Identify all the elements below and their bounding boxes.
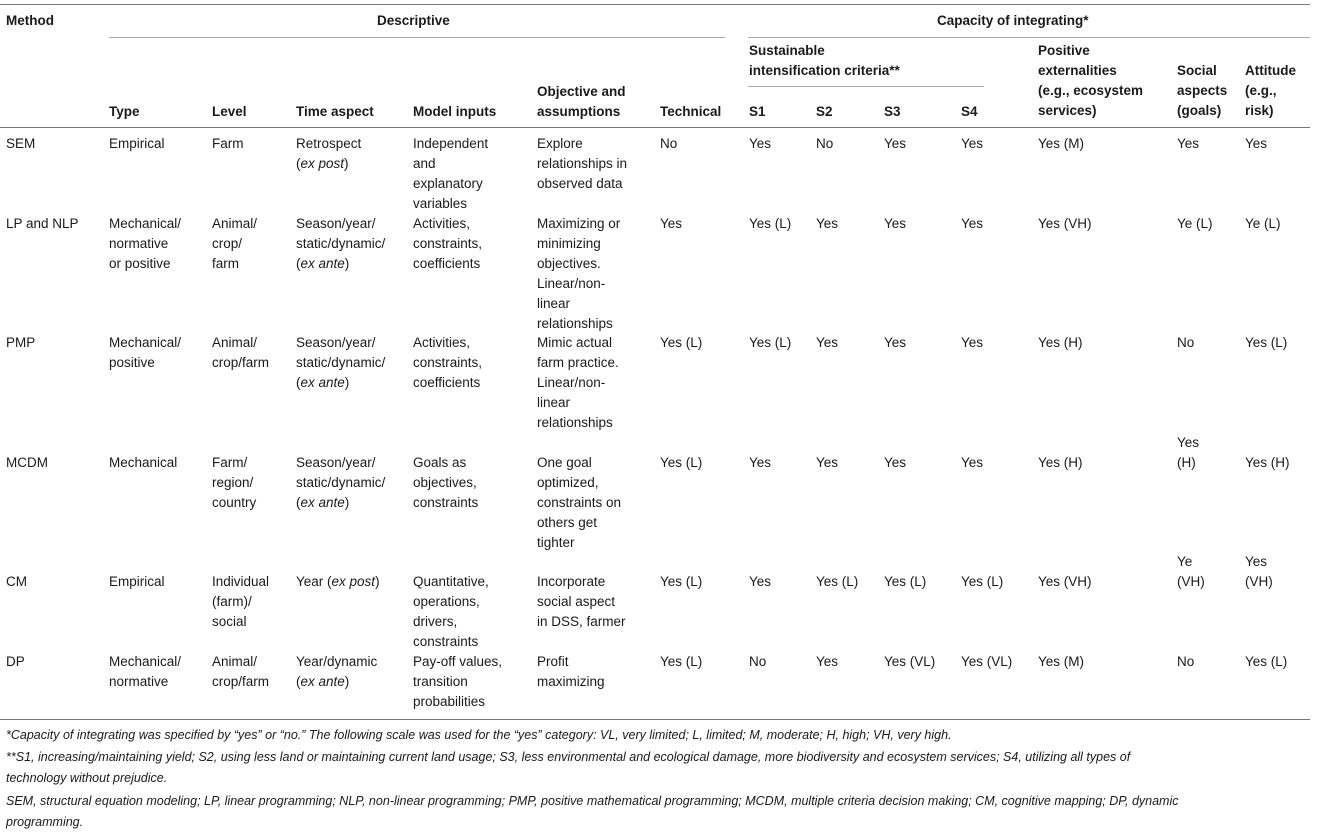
header-time-aspect: Time aspect <box>296 104 374 119</box>
cell-time-aspect: Year/dynamic (ex ante) <box>296 654 378 689</box>
cell-s4: Yes <box>961 335 984 350</box>
descriptive-span-rule <box>109 37 725 38</box>
cell-model-inputs: Goals as objectives, constraints <box>413 455 479 510</box>
table-top-rule <box>0 4 1310 5</box>
cell-s1: Yes <box>749 574 772 589</box>
cell-model-inputs: Independent and explanatory variables <box>413 136 489 211</box>
cell-objective: Mimic actual farm practice. Linear/non- linear relationships <box>537 335 619 430</box>
cell-positive-externalities: Yes (VH) <box>1038 574 1092 589</box>
cell-s1: Yes (L) <box>749 335 792 350</box>
cell-s2: Yes <box>816 455 839 470</box>
cell-s4: Yes <box>961 216 984 231</box>
cell-s3: Yes <box>884 216 907 231</box>
cell-attitude: Yes <box>1245 136 1268 151</box>
cell-method: PMP <box>6 335 36 350</box>
si-criteria-span-rule <box>748 86 984 87</box>
header-bottom-rule <box>0 127 1310 128</box>
cell-type: Empirical <box>109 136 165 151</box>
cell-type: Mechanical/ normative <box>109 654 182 689</box>
cell-level: Farm/ region/ country <box>212 455 257 510</box>
cell-objective: Maximizing or minimizing objectives. Linear/non- linear relationships <box>537 216 621 331</box>
cell-positive-externalities: Yes (M) <box>1038 654 1085 669</box>
cell-type: Mechanical/ normative or positive <box>109 216 182 271</box>
header-descriptive: Descriptive <box>377 13 450 28</box>
cell-objective: One goal optimized, constraints on others get tighter <box>537 455 622 550</box>
header-method: Method <box>6 13 54 28</box>
cell-technical: Yes (L) <box>660 335 703 350</box>
cell-time-aspect: Season/year/ static/dynamic/ (ex ante) <box>296 455 386 510</box>
cell-s2: Yes <box>816 335 839 350</box>
cell-s3: Yes <box>884 335 907 350</box>
cell-method: MCDM <box>6 455 48 470</box>
cell-model-inputs: Pay-off values, transition probabilities <box>413 654 503 709</box>
cell-positive-externalities: Yes (M) <box>1038 136 1085 151</box>
cell-s3: Yes <box>884 455 907 470</box>
cell-level: Animal/ crop/farm <box>212 654 270 689</box>
header-s3: S3 <box>884 104 901 119</box>
cell-objective: Incorporate social aspect in DSS, farmer <box>537 574 626 629</box>
header-capacity: Capacity of integrating* <box>937 13 1089 28</box>
cell-time-aspect: Season/year/ static/dynamic/ (ex ante) <box>296 216 386 271</box>
cell-time-aspect: Season/year/ static/dynamic/ (ex ante) <box>296 335 386 390</box>
cell-s1: Yes <box>749 455 772 470</box>
footnote-si-criteria: **S1, increasing/maintaining yield; S2, using less land or maintaining current land usage; S3, less environmental and ecological damage, more biodiversity and ecosystem services; S4, utilizing all types of technology without prejudice. <box>6 750 1131 785</box>
cell-method: CM <box>6 574 27 589</box>
cell-attitude: Yes (L) <box>1245 335 1288 350</box>
cell-technical: Yes (L) <box>660 574 703 589</box>
header-technical: Technical <box>660 104 722 119</box>
cell-level: Animal/ crop/ farm <box>212 216 258 271</box>
cell-social-aspects: No <box>1177 335 1195 350</box>
cell-model-inputs: Activities, constraints, coefficients <box>413 335 483 390</box>
header-objective: Objective and assumptions <box>537 84 626 119</box>
cell-social-aspects: Ye (L) <box>1177 216 1213 231</box>
cell-technical: Yes <box>660 216 683 231</box>
header-type: Type <box>109 104 140 119</box>
cell-technical: Yes (L) <box>660 654 703 669</box>
header-s1: S1 <box>749 104 766 119</box>
cell-objective: Explore relationships in observed data <box>537 136 628 191</box>
cell-type: Mechanical <box>109 455 178 470</box>
footnote-abbreviations: SEM, structural equation modeling; LP, linear programming; NLP, non-linear programming; PMP, positive mathematical programming; MCDM, multiple criteria decision making; CM, cognitive mapping; DP, dynamic programming. <box>6 794 1179 829</box>
cell-attitude: Yes (L) <box>1245 654 1288 669</box>
cell-s2: Yes <box>816 216 839 231</box>
cell-s3: Yes (L) <box>884 574 927 589</box>
cell-attitude: Yes (H) <box>1245 455 1290 470</box>
capacity-span-rule <box>748 37 1310 38</box>
cell-positive-externalities: Yes (H) <box>1038 335 1083 350</box>
cell-type: Mechanical/ positive <box>109 335 182 370</box>
cell-technical: Yes (L) <box>660 455 703 470</box>
cell-s2: Yes (L) <box>816 574 859 589</box>
cell-type: Empirical <box>109 574 165 589</box>
cell-s4: Yes <box>961 455 984 470</box>
header-level: Level <box>212 104 247 119</box>
cell-social-aspects: Yes (H) <box>1177 435 1200 470</box>
cell-social-aspects: Yes <box>1177 136 1200 151</box>
header-positive-externalities: Positive externalities (e.g., ecosystem services) <box>1038 43 1144 118</box>
cell-objective: Profit maximizing <box>537 654 605 689</box>
cell-s4: Yes <box>961 136 984 151</box>
cell-level: Individual (farm)/ social <box>212 574 270 629</box>
cell-s3: Yes <box>884 136 907 151</box>
cell-level: Farm <box>212 136 244 151</box>
cell-s4: Yes (VL) <box>961 654 1013 669</box>
header-social-aspects: Social aspects (goals) <box>1177 63 1228 118</box>
cell-s1: No <box>749 654 767 669</box>
cell-s3: Yes (VL) <box>884 654 936 669</box>
cell-attitude: Ye (L) <box>1245 216 1281 231</box>
cell-model-inputs: Activities, constraints, coefficients <box>413 216 483 271</box>
cell-level: Animal/ crop/farm <box>212 335 270 370</box>
cell-s1: Yes (L) <box>749 216 792 231</box>
cell-s4: Yes (L) <box>961 574 1004 589</box>
cell-method: LP and NLP <box>6 216 79 231</box>
cell-method: DP <box>6 654 25 669</box>
header-attitude: Attitude (e.g., risk) <box>1245 63 1296 118</box>
header-s4: S4 <box>961 104 978 119</box>
cell-attitude: Yes (VH) <box>1245 554 1273 589</box>
cell-s2: Yes <box>816 654 839 669</box>
cell-model-inputs: Quantitative, operations, drivers, constraints <box>413 574 489 649</box>
cell-social-aspects: No <box>1177 654 1195 669</box>
header-s2: S2 <box>816 104 833 119</box>
cell-s1: Yes <box>749 136 772 151</box>
cell-positive-externalities: Yes (H) <box>1038 455 1083 470</box>
cell-social-aspects: Ye (VH) <box>1177 554 1205 589</box>
cell-time-aspect: Retrospect (ex post) <box>296 136 362 171</box>
footnote-capacity-scale: *Capacity of integrating was specified by “yes” or “no.” The following scale was used for the “yes” category: VL, very limited; L, limited; M, moderate; H, high; VH, very high. <box>6 728 952 742</box>
table-bottom-rule <box>0 719 1310 720</box>
cell-time-aspect: Year (ex post) <box>296 574 380 589</box>
header-model-inputs: Model inputs <box>413 104 497 119</box>
cell-technical: No <box>660 136 678 151</box>
cell-method: SEM <box>6 136 36 151</box>
cell-s2: No <box>816 136 834 151</box>
cell-positive-externalities: Yes (VH) <box>1038 216 1092 231</box>
header-si-criteria: Sustainable intensification criteria** <box>749 43 900 78</box>
